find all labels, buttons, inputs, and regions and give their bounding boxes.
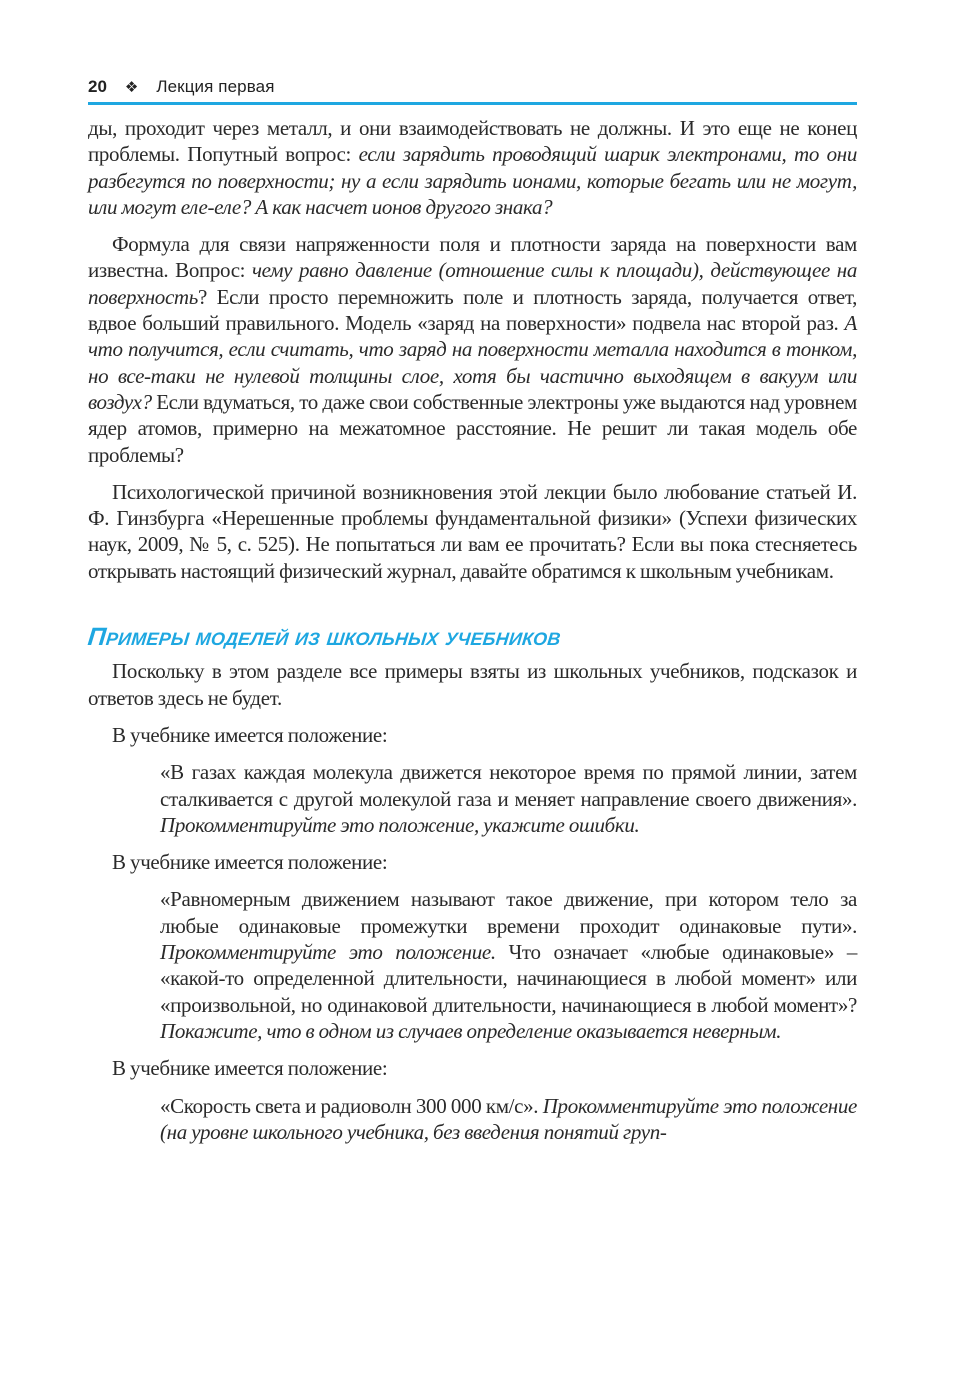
- quote-text: Что означает «любые одинаковые» – «какой-то определенной длительности, начинающиеся в любой момент» или «произвольной, но одинаковой длительности, начинающиеся в любой момент»?: [160, 940, 858, 1017]
- example-quote: [160, 759, 857, 838]
- quote-text: «В газах каждая молекула движется некоторое время по прямой линии, затем сталкивается с другой молекулой газа и меняет направление своего движения».: [160, 760, 857, 811]
- chapter-title: Лекция первая: [156, 77, 275, 96]
- paragraph-1: [88, 115, 857, 220]
- page-number: 20: [88, 77, 107, 96]
- text-run: Психологической причиной возникновения этой лекции было любование статьей И. Ф. Гинзбурга «Нерешенные проблемы фундаментальной физики» (Успехи физических наук, 2009, № 5, с. 525). Не попытаться ли вам ее прочитать? Если вы пока стесняетесь открывать настоящий физический журнал, давайте обратимся к школьным учебникам.: [88, 479, 857, 583]
- ornament-icon: ❖: [124, 79, 139, 96]
- text-run: ды, проходит через металл, и они взаимодействовать не должны. И это еще не конец проблемы. Попутный вопрос:: [88, 116, 857, 167]
- italic-question: А что получится, если считать, что заряд на поверхности металла находится в тонком, но все-таки не нулевой толщины слое, хотя бы частично выходящем в вакуум или воздух?: [88, 311, 857, 414]
- italic-question: если зарядить проводящий шарик электронами, то они разбегутся по поверхности; ну а если зарядить ионами, которые бегать или не могут, или могут еле-еле? А как насчет ионов другого знака?: [88, 142, 857, 219]
- example-lead: В учебнике имеется положение:: [112, 1056, 388, 1081]
- book-page: [88, 74, 857, 1145]
- quote-text: «Равномерным движением называют такое движение, при котором тело за любые одинаковые промежутки времени проходит одинаковые пути».: [160, 887, 857, 938]
- section-heading: Примеры моделей из школьных учебников: [86, 623, 563, 652]
- paragraph-3: [88, 479, 857, 584]
- section-intro: Поскольку в этом разделе все примеры взяты из школьных учебников, подсказок и ответов здесь не будет.: [88, 659, 857, 710]
- example-quote: [160, 886, 857, 1044]
- text-run: ? Если просто перемножить поле и плотность заряда, получается ответ, вдвое больший правильного. Модель «заряд на поверхности» подвела нас второй раз.: [88, 284, 857, 336]
- italic-task: Прокомментируйте это положение (на уровне школьного учебника, без введения понятий груп-: [160, 1093, 857, 1144]
- text-run: Если вдуматься, то даже свои собственные электроны уже выдаются над уровнем ядер атомов, примерно на межатомное расстояние. Не решит ли такая модель обе проблемы?: [88, 389, 857, 467]
- example-quote: [160, 1093, 857, 1146]
- italic-task: Покажите, что в одном из случаев определение оказывается неверным.: [160, 1018, 782, 1043]
- example-lead: В учебнике имеется положение:: [112, 722, 388, 747]
- body-text: [88, 115, 857, 1145]
- text-run: Формула для связи напряженности поля и плотности заряда на поверхности вам известна. Вопрос:: [88, 232, 857, 283]
- italic-question: чему равно давление (отношение силы к площади), действующее на поверхность: [88, 258, 857, 309]
- running-header: [88, 74, 857, 105]
- quote-text: «Скорость света и радиоволн 300 000 км/с».: [160, 1093, 543, 1118]
- paragraph-2: [88, 231, 857, 468]
- italic-task: Прокомментируйте это положение.: [160, 940, 496, 965]
- italic-task: Прокомментируйте это положение, укажите ошибки.: [160, 812, 640, 837]
- example-lead: В учебнике имеется положение:: [112, 850, 388, 875]
